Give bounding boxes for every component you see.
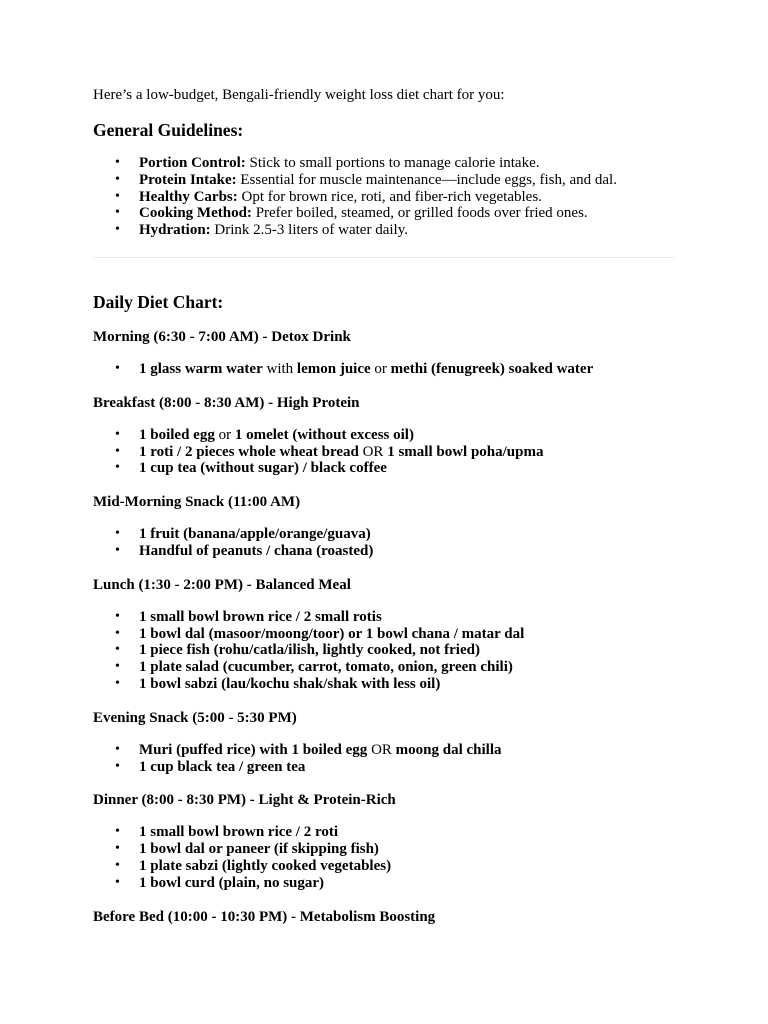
guideline-label: Cooking Method: [139, 205, 252, 222]
list-item [93, 742, 675, 759]
breakfast-title: Breakfast (8:00 - 8:30 AM) - High Protein [93, 394, 360, 411]
item-bold: 1 bowl dal (masoor/moong/toor) or 1 bowl chana / matar dal [139, 625, 525, 642]
item-text: with [262, 360, 297, 377]
item-bold: 1 small bowl brown rice / 2 roti [139, 824, 339, 841]
list-item [93, 460, 675, 477]
guidelines-heading: General Guidelines: [93, 120, 244, 140]
item-bold: 1 bowl dal or paneer (if skipping fish) [139, 841, 379, 858]
item-bold: 1 glass warm water [139, 360, 263, 377]
morning-title: Morning (6:30 - 7:00 AM) - Detox Drink [93, 328, 351, 345]
list-item [93, 444, 675, 461]
item-text: or [370, 360, 391, 377]
list-item [93, 155, 675, 172]
item-bold: 1 small bowl brown rice / 2 small rotis [139, 608, 382, 625]
list-item [93, 189, 675, 206]
item-bold: 1 cup black tea / green tea [139, 758, 306, 775]
list-item [93, 427, 675, 444]
lunch-title: Lunch (1:30 - 2:00 PM) - Balanced Meal [93, 576, 351, 593]
item-bold: 1 small bowl poha/upma [387, 443, 544, 460]
list-item [93, 222, 675, 239]
item-bold: 1 piece fish (rohu/catla/ilish, lightly cooked, not fried) [139, 642, 480, 659]
list-item [93, 759, 675, 776]
item-bold: 1 roti / 2 pieces whole wheat bread [139, 443, 359, 460]
item-bold: Handful of peanuts / chana (roasted) [139, 542, 374, 559]
list-item [93, 361, 675, 378]
item-bold: 1 omelet (without excess oil) [234, 426, 414, 443]
morning-list [93, 361, 675, 378]
document-page [93, 86, 675, 926]
lunch-list [93, 609, 675, 693]
item-bold: 1 plate salad (cucumber, carrot, tomato, onion, green chili) [139, 659, 513, 676]
guideline-label: Hydration: [139, 222, 211, 239]
dinner-list [93, 824, 675, 891]
list-item [93, 543, 675, 560]
list-item [93, 642, 675, 659]
item-bold: methi (fenugreek) soaked water [390, 360, 594, 377]
mid-morning-list [93, 526, 675, 560]
section-divider [93, 257, 675, 258]
list-item [93, 841, 675, 858]
item-bold: 1 plate sabzi (lightly cooked vegetables) [139, 857, 392, 874]
list-item [93, 824, 675, 841]
list-item [93, 858, 675, 875]
guideline-text: Essential for muscle maintenance—include eggs, fish, and dal. [236, 171, 617, 188]
guideline-text: Drink 2.5-3 liters of water daily. [210, 222, 408, 239]
item-bold: 1 fruit (banana/apple/orange/guava) [139, 526, 371, 543]
intro-text: Here’s a low-budget, Bengali-friendly weight loss diet chart for you: [93, 87, 505, 103]
list-item [93, 659, 675, 676]
guideline-text: Opt for brown rice, roti, and fiber-rich vegetables. [237, 188, 542, 205]
list-item [93, 172, 675, 189]
list-item [93, 609, 675, 626]
item-text: OR [358, 443, 388, 460]
evening-list [93, 742, 675, 776]
item-bold: lemon juice [296, 360, 371, 377]
diet-chart-heading: Daily Diet Chart: [93, 291, 224, 312]
item-text: OR [367, 741, 396, 758]
guideline-text: Stick to small portions to manage calorie intake. [245, 155, 540, 171]
item-text: or [214, 426, 235, 443]
list-item [93, 205, 675, 222]
dinner-title: Dinner (8:00 - 8:30 PM) - Light & Protein-Rich [93, 792, 396, 809]
item-bold: Muri (puffed rice) with 1 boiled egg [139, 741, 368, 758]
list-item [93, 526, 675, 543]
guidelines-list [93, 155, 675, 239]
list-item [93, 626, 675, 643]
item-bold: 1 boiled egg [139, 426, 215, 443]
item-bold: moong dal chilla [395, 741, 502, 758]
guideline-label: Healthy Carbs: [139, 188, 238, 205]
breakfast-list [93, 427, 675, 477]
item-bold: 1 bowl curd (plain, no sugar) [139, 874, 325, 891]
mid-morning-title: Mid-Morning Snack (11:00 AM) [93, 494, 301, 511]
bedtime-title: Before Bed (10:00 - 10:30 PM) - Metabolism Boosting [93, 908, 436, 925]
guideline-text: Prefer boiled, steamed, or grilled foods over fried ones. [251, 205, 588, 222]
list-item [93, 875, 675, 892]
list-item [93, 676, 675, 693]
item-bold: 1 bowl sabzi (lau/kochu shak/shak with less oil) [139, 675, 441, 692]
guideline-label: Portion Control: [139, 155, 246, 171]
evening-title: Evening Snack (5:00 - 5:30 PM) [93, 709, 297, 726]
item-bold: 1 cup tea (without sugar) / black coffee [139, 460, 387, 477]
guideline-label: Protein Intake: [139, 171, 237, 188]
